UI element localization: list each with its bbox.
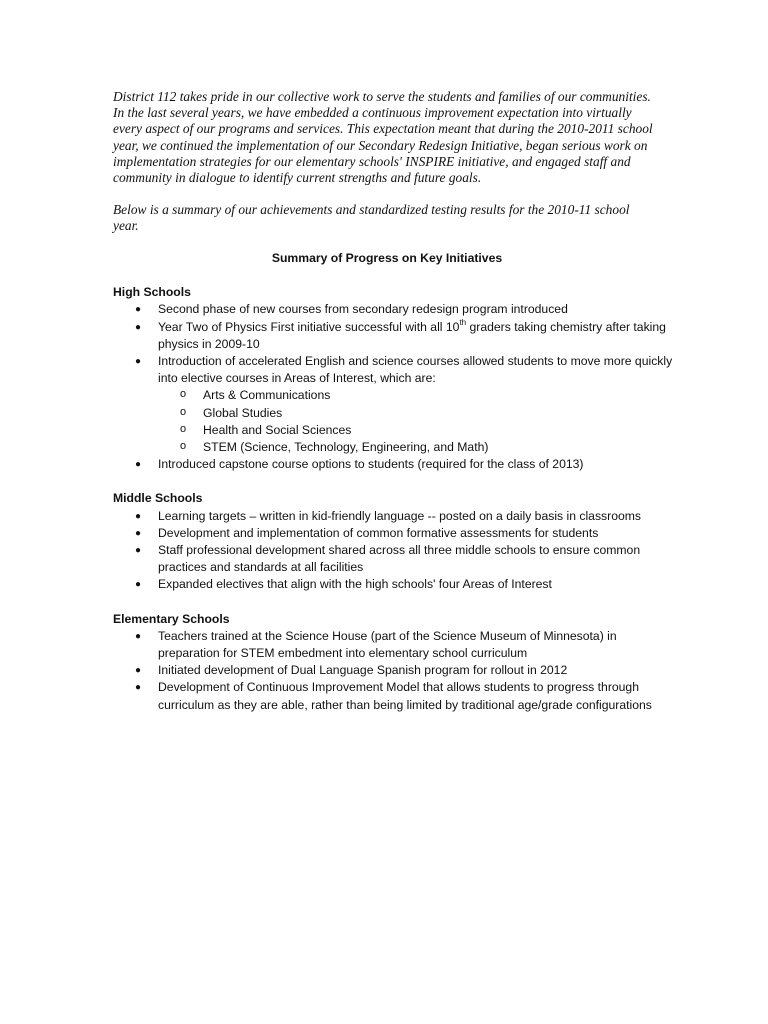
list-item-text: Expanded electives that align with the high schools' four Areas of Interest bbox=[158, 577, 552, 592]
sub-bullet-list bbox=[158, 387, 673, 456]
list-item bbox=[113, 662, 673, 679]
page-title: Summary of Progress on Key Initiatives bbox=[271, 251, 503, 265]
section-middle-schools bbox=[113, 490, 673, 593]
list-item-text: Introduction of accelerated English and science courses allowed students to move more quickly into elective courses in Areas of Interest, which are: bbox=[158, 354, 673, 386]
section-heading: Middle Schools bbox=[113, 491, 203, 506]
list-item-text: Staff professional development shared across all three middle schools to ensure common practices and standards at all facilities bbox=[158, 543, 641, 575]
sub-list-item bbox=[158, 387, 673, 404]
bullet-list bbox=[113, 628, 673, 714]
list-item bbox=[113, 319, 673, 353]
area-of-interest: Health and Social Sciences bbox=[203, 422, 352, 437]
list-item-text: Initiated development of Dual Language Spanish program for rollout in 2012 bbox=[158, 663, 568, 678]
bullet-icon: ● bbox=[135, 579, 142, 591]
bullet-icon: ● bbox=[135, 682, 142, 694]
list-item-text: Development of Continuous Improvement Model that allows students to progress through curriculum as they are able, rather than being limited by traditional age/grade configurations bbox=[158, 680, 652, 712]
list-item bbox=[113, 628, 673, 662]
section-heading: High Schools bbox=[113, 285, 191, 300]
bullet-icon: ● bbox=[135, 304, 142, 316]
list-item-text: Development and implementation of common formative assessments for students bbox=[158, 525, 599, 540]
list-item bbox=[113, 525, 673, 542]
list-item-text: Introduced capstone course options to students (required for the class of 2013) bbox=[158, 457, 584, 472]
list-item bbox=[113, 542, 673, 576]
bullet-icon: ● bbox=[135, 665, 142, 677]
list-item-text: Teachers trained at the Science House (part of the Science Museum of Minnesota) in preparation for STEM embedment into elementary school curriculum bbox=[158, 628, 617, 661]
superscript: th bbox=[459, 317, 467, 327]
list-item-text: Second phase of new courses from secondary redesign program introduced bbox=[158, 302, 568, 317]
list-item-text: graders taking chemistry after taking physics in 2009-10 bbox=[158, 319, 666, 351]
bullet-icon: ● bbox=[135, 356, 142, 368]
list-item bbox=[113, 353, 673, 456]
circle-bullet-icon: o bbox=[180, 405, 187, 418]
list-item bbox=[113, 508, 673, 525]
list-item bbox=[113, 679, 673, 713]
list-item-text: Learning targets – written in kid-friendly language -- posted on a daily basis in classrooms bbox=[158, 508, 642, 523]
bullet-icon: ● bbox=[135, 459, 142, 471]
area-of-interest: Arts & Communications bbox=[203, 388, 331, 403]
list-item bbox=[113, 576, 673, 593]
section-high-schools bbox=[113, 284, 673, 473]
bullet-icon: ● bbox=[135, 510, 142, 522]
intro-block bbox=[113, 89, 653, 235]
bullet-list bbox=[113, 301, 673, 473]
area-of-interest: Global Studies bbox=[203, 405, 283, 420]
intro-paragraph: District 112 takes pride in our collective work to serve the students and families of our communities. In the last several years, we have embedded a continuous improvement expectation into virtually every aspect of our programs and services. This expectation meant that during the 2010-2011 school year, we continued the implementation of our Secondary Redesign Initiative, began serious work on implementation strategies for our elementary schools' INSPIRE initiative, and engaged staff and community in dialogue to identify current strengths and future goals. bbox=[113, 89, 653, 186]
bullet-icon: ● bbox=[135, 527, 142, 539]
circle-bullet-icon: o bbox=[180, 388, 187, 401]
sub-list-item bbox=[158, 439, 673, 456]
document-body bbox=[113, 250, 673, 731]
bullet-icon: ● bbox=[135, 545, 142, 557]
sub-list-item bbox=[158, 405, 673, 422]
list-item bbox=[113, 456, 673, 473]
circle-bullet-icon: o bbox=[180, 440, 187, 453]
sub-list-item bbox=[158, 422, 673, 439]
area-of-interest: STEM (Science, Technology, Engineering, and Math) bbox=[203, 440, 489, 455]
bullet-icon: ● bbox=[135, 321, 142, 333]
list-item-text: Year Two of Physics First initiative successful with all 10 bbox=[158, 319, 460, 334]
intro-paragraph: Below is a summary of our achievements and standardized testing results for the 2010-11 school year. bbox=[113, 202, 630, 234]
circle-bullet-icon: o bbox=[180, 422, 187, 435]
bullet-icon: ● bbox=[135, 630, 142, 642]
bullet-list bbox=[113, 508, 673, 594]
section-elementary-schools bbox=[113, 611, 673, 714]
section-heading: Elementary Schools bbox=[113, 611, 230, 626]
list-item bbox=[113, 301, 673, 318]
